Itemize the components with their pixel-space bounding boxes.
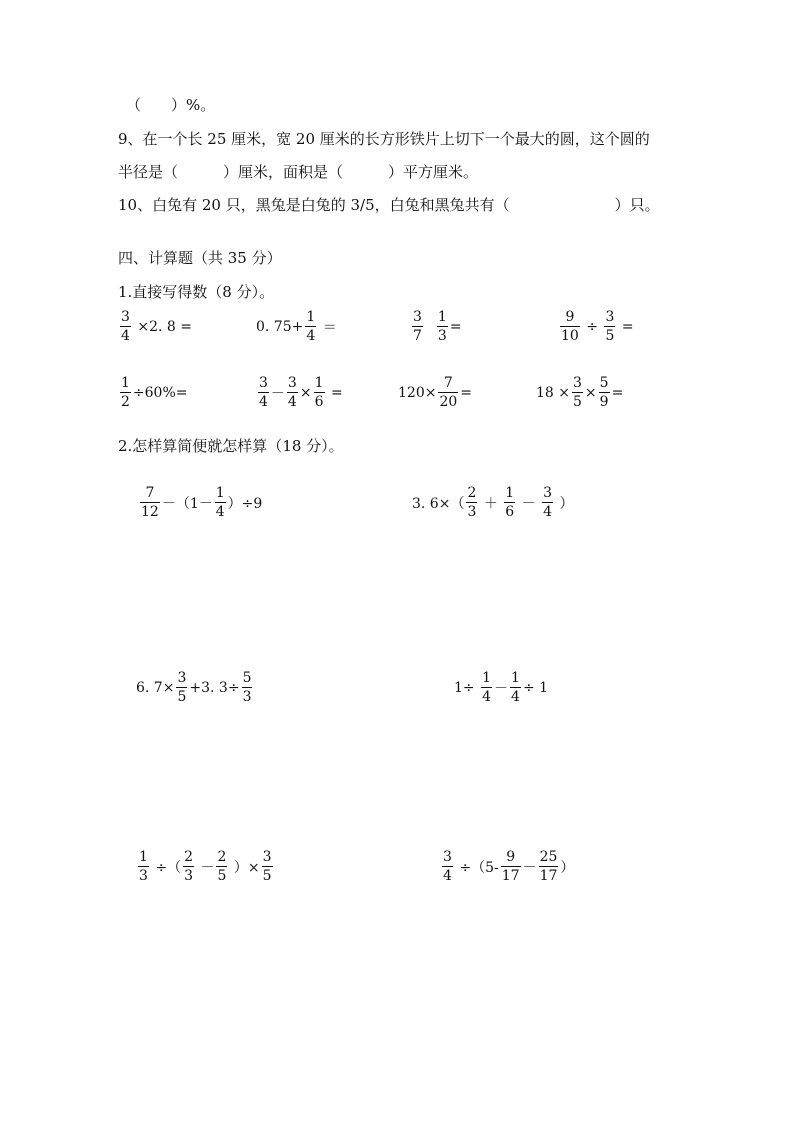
fraction [314,376,325,409]
numerator: 1 [306,309,316,325]
denominator: 4 [443,868,452,884]
expr-text: ＋ [479,495,503,512]
denominator: 4 [511,689,520,705]
denominator: 4 [306,328,316,344]
fraction [604,310,615,343]
numerator: 5 [599,375,609,391]
expr-text: － [522,859,537,876]
numerator: 1 [314,375,324,391]
denominator: 3 [437,328,447,344]
fraction [242,671,253,704]
expr-text: 0. 75+ [256,318,304,335]
denominator: 5 [605,328,615,344]
denominator: 9 [599,394,609,410]
expr-text: ）÷9 [227,495,263,512]
section-4-heading: 四、计算题（共 35 分） [118,249,282,267]
numerator: 25 [539,849,558,865]
numerator: 3 [443,849,452,865]
fraction [262,850,273,883]
expr-text: = [326,384,343,401]
expr-text: = [617,318,634,335]
expr-text: × [299,384,312,401]
expr-text: － [196,859,215,876]
expr-text: = [449,318,462,335]
q1-expr-7 [398,376,472,409]
denominator: 3 [139,868,148,884]
fraction [438,376,458,409]
fraction [138,850,149,883]
denominator: 3 [184,868,194,884]
numerator: 9 [506,849,516,865]
numerator: 9 [565,309,575,325]
expr-text: = [460,384,473,401]
q2-expr-2 [412,486,573,519]
q1-expr-4 [558,310,634,343]
expr-text: × [584,384,597,401]
numerator: 3 [573,375,582,391]
denominator: 4 [287,394,297,410]
numerator: 2 [217,849,227,865]
fraction [216,850,227,883]
expr-text: ） [555,495,574,512]
numerator: 3 [121,309,130,325]
fraction [437,310,448,343]
numerator: 1 [121,375,130,391]
q1-expr-1 [118,310,192,343]
numerator: 2 [184,849,194,865]
q1-expr-3 [410,310,462,343]
fraction [258,376,269,409]
numerator: 1 [437,309,447,325]
expr-text: ）× [229,859,260,876]
expr-text: 18 × [536,384,570,401]
numerator: 1 [511,670,520,686]
fill-in-line-percent: （ ）%。 [126,96,216,114]
denominator: 5 [217,868,227,884]
numerator: 1 [482,670,492,686]
numerator: 3 [177,670,187,686]
denominator: 5 [573,394,582,410]
numerator: 3 [413,309,422,325]
expr-text: ＝ [318,319,337,336]
denominator: 2 [121,394,130,410]
expr-text: 120× [398,384,437,401]
numerator: 7 [145,485,155,501]
fraction [560,310,580,343]
denominator: 12 [141,504,159,520]
numerator: 5 [242,670,252,686]
expr-text: ÷60%= [132,384,188,401]
denominator: 20 [439,394,458,410]
denominator: 4 [482,689,492,705]
expr-text: 6. 7× [136,679,175,696]
q1-expr-8 [536,376,623,409]
numerator: 1 [139,849,148,865]
expr-text: ） [560,859,575,876]
fraction [542,486,553,519]
fraction [287,376,298,409]
denominator: 4 [543,504,553,520]
expr-text: 1÷ [454,679,480,696]
denominator: 17 [501,868,520,884]
q1-title: 1.直接写得数（8 分）。 [118,283,275,301]
numerator: 1 [215,485,225,501]
fraction [442,850,453,883]
fraction [510,671,521,704]
q2-expr-6 [440,850,574,883]
fraction [599,376,610,409]
numerator: 3 [543,485,553,501]
fraction [120,376,131,409]
denominator: 10 [561,328,579,344]
fraction [481,671,492,704]
question-9-line-1: 9、在一个长 25 厘米，宽 20 厘米的长方形铁片上切下一个最大的圆，这个圆的 [118,130,650,148]
denominator: 4 [121,328,130,344]
q2-expr-4 [454,671,548,704]
expr-text: 3. 6×（ [412,495,465,512]
denominator: 3 [467,504,477,520]
denominator: 5 [262,868,272,884]
expr-text: ÷（ [150,859,182,876]
denominator: 17 [539,868,558,884]
denominator: 4 [259,394,268,410]
numerator: 3 [262,849,272,865]
denominator: 6 [314,394,324,410]
numerator: 3 [259,375,268,391]
q2-expr-1 [138,486,262,519]
q1-expr-2 [256,310,337,343]
fraction [176,671,187,704]
expr-text: +3. 3÷ [189,679,240,696]
expr-text: ÷ [581,318,603,335]
q1-expr-5 [118,376,188,409]
q2-expr-5 [136,850,275,883]
fraction [504,486,515,519]
fraction [466,486,477,519]
denominator: 3 [242,689,252,705]
expr-text: = [611,384,624,401]
q2-expr-3 [136,671,254,704]
denominator: 4 [215,504,225,520]
numerator: 1 [505,485,515,501]
fraction [572,376,583,409]
denominator: 7 [413,328,422,344]
numerator: 7 [443,375,453,391]
expr-text: －（1－ [161,495,213,512]
question-10: 10、白兔有 20 只，黑兔是白兔的 3/5，白兔和黑兔共有（ ）只。 [118,196,660,214]
expr-text: ×2. 8 = [132,318,192,335]
expr-text: ÷（5- [454,859,499,876]
q2-title: 2.怎样算简便就怎样算（18 分）。 [118,437,344,455]
fraction [120,310,131,343]
q1-expr-6 [256,376,343,409]
fraction [183,850,194,883]
fraction [539,850,559,883]
fraction [215,486,226,519]
numerator: 3 [605,309,615,325]
numerator: 2 [467,485,477,501]
numerator: 3 [287,375,297,391]
fraction [412,310,423,343]
denominator: 6 [505,504,515,520]
expr-text: － [517,495,541,512]
question-9-line-2: 半径是（ ）厘米，面积是（ ）平方厘米。 [118,163,479,181]
expr-text: － [494,680,509,697]
expr-text: ÷ 1 [522,679,549,696]
fraction [501,850,521,883]
expr-text: － [270,385,285,402]
fraction [305,310,316,343]
fraction [140,486,160,519]
denominator: 5 [177,689,187,705]
